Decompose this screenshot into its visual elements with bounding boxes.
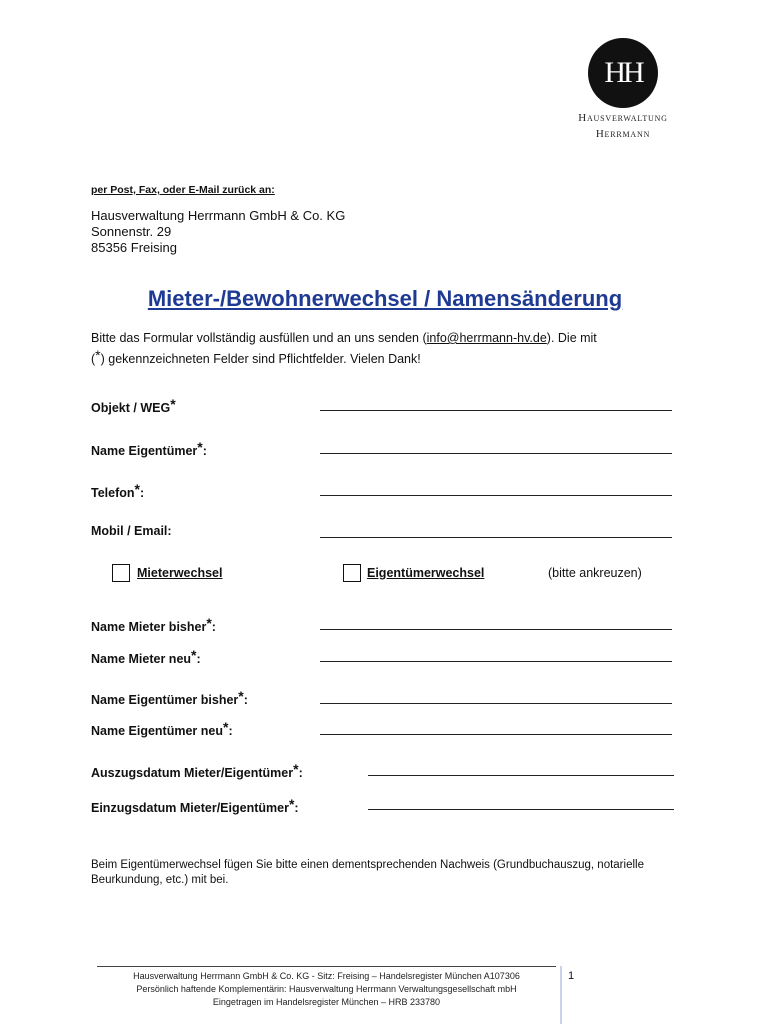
required-star: * [238,688,244,704]
einzugsdatum-field[interactable] [368,809,674,810]
label-text: Auszugsdatum Mieter/Eigentümer [91,766,294,780]
required-star: * [288,796,295,812]
mobil-email-field[interactable] [320,537,672,538]
label-suffix: : [211,620,216,634]
label-objekt-weg [91,396,176,415]
label-suffix: : [243,693,248,707]
address-line-street: Sonnenstr. 29 [91,224,172,239]
label-text: Objekt / WEG [91,401,171,415]
label-name-eigentuemer [91,439,207,458]
label-text: Name Mieter neu [91,652,192,666]
page-number: 1 [568,970,575,982]
return-note: per Post, Fax, oder E-Mail zurück an: [91,184,275,196]
label-telefon [91,481,144,500]
intro-text [91,330,691,368]
name-mieter-neu-field[interactable] [320,661,672,662]
name-mieter-bisher-field[interactable] [320,629,672,630]
intro-part-1: Bitte das Formular vollständig ausfüllen und an uns senden ( [91,331,427,345]
label-einzugsdatum [91,796,299,815]
logo-line-1: Hausverwaltung [578,112,668,124]
footer-rule [97,966,556,967]
required-star: * [222,719,229,735]
label-text: Telefon [91,486,135,500]
label-suffix: : [139,486,145,500]
form-title: Mieter-/Bewohnerwechsel / Namensänderung [147,286,623,311]
ownership-change-note: Beim Eigentümerwechsel fügen Sie bitte einen dementsprechenden Nachweis (Grundbuchauszug, notarielle Beurkundung, etc.) mit bei. [91,859,644,886]
required-star: * [293,761,299,777]
name-eigentuemer-field[interactable] [320,453,672,454]
label-suffix: : [298,766,303,780]
intro-part-3-open: ( [91,352,96,366]
objekt-weg-field[interactable] [320,410,672,411]
name-eigentuemer-neu-field[interactable] [320,734,672,735]
label-text: Name Eigentümer bisher [91,693,239,707]
required-star: * [197,439,203,455]
eigentuemerwechsel-checkbox[interactable] [343,564,361,582]
label-name-eigentuemer-bisher [91,688,248,707]
label-text: Name Mieter bisher [91,620,207,634]
label-name-mieter-neu [91,647,201,666]
label-mobil-email: Mobil / Email: [91,524,172,538]
auszugsdatum-field[interactable] [368,775,674,776]
address-line-city: 85356 Freising [91,240,177,255]
logo-monogram: HH [588,38,658,108]
label-name-eigentuemer-neu [91,719,233,738]
label-suffix: : [294,801,299,815]
label-name-mieter-bisher [91,615,216,634]
recipient-address [91,208,345,256]
email-link[interactable]: info@herrmann-hv.de [426,331,547,345]
label-suffix: : [196,652,201,666]
label-text: Name Eigentümer [91,444,198,458]
footer-line-2: Persönlich haftende Komplementärin: Hausverwaltung Herrmann Verwaltungsgesellschaft mbH [136,984,517,994]
page-number-separator [560,966,562,1024]
required-star: * [134,481,140,497]
required-star: * [170,396,176,412]
intro-part-2: ). Die mit [546,331,597,345]
eigentuemerwechsel-label: Eigentümerwechsel [367,566,485,580]
company-logo [568,38,678,142]
address-line-company: Hausverwaltung Herrmann GmbH & Co. KG [91,208,346,223]
required-star: * [191,647,197,663]
intro-star: * [95,347,101,363]
label-text: Name Eigentümer neu [91,724,223,738]
checkbox-hint: (bitte ankreuzen) [548,566,642,580]
intro-part-3-close: ) gekennzeichneten Felder sind Pflichtfelder. Vielen Dank! [100,352,421,366]
required-star: * [206,615,212,631]
label-suffix: : [228,724,233,738]
footer-line-1: Hausverwaltung Herrmann GmbH & Co. KG - Sitz: Freising – Handelsregister München A107306 [133,971,520,981]
telefon-field[interactable] [320,495,672,496]
mieterwechsel-checkbox[interactable] [112,564,130,582]
label-suffix: : [202,444,207,458]
page-footer [97,970,556,1009]
footer-line-3: Eingetragen im Handelsregister München – HRB 233780 [212,997,441,1007]
logo-line-2: Herrmann [595,128,651,140]
name-eigentuemer-bisher-field[interactable] [320,703,672,704]
mieterwechsel-label: Mieterwechsel [137,566,223,580]
label-auszugsdatum [91,761,303,780]
label-text: Einzugsdatum Mieter/Eigentümer [91,801,289,815]
